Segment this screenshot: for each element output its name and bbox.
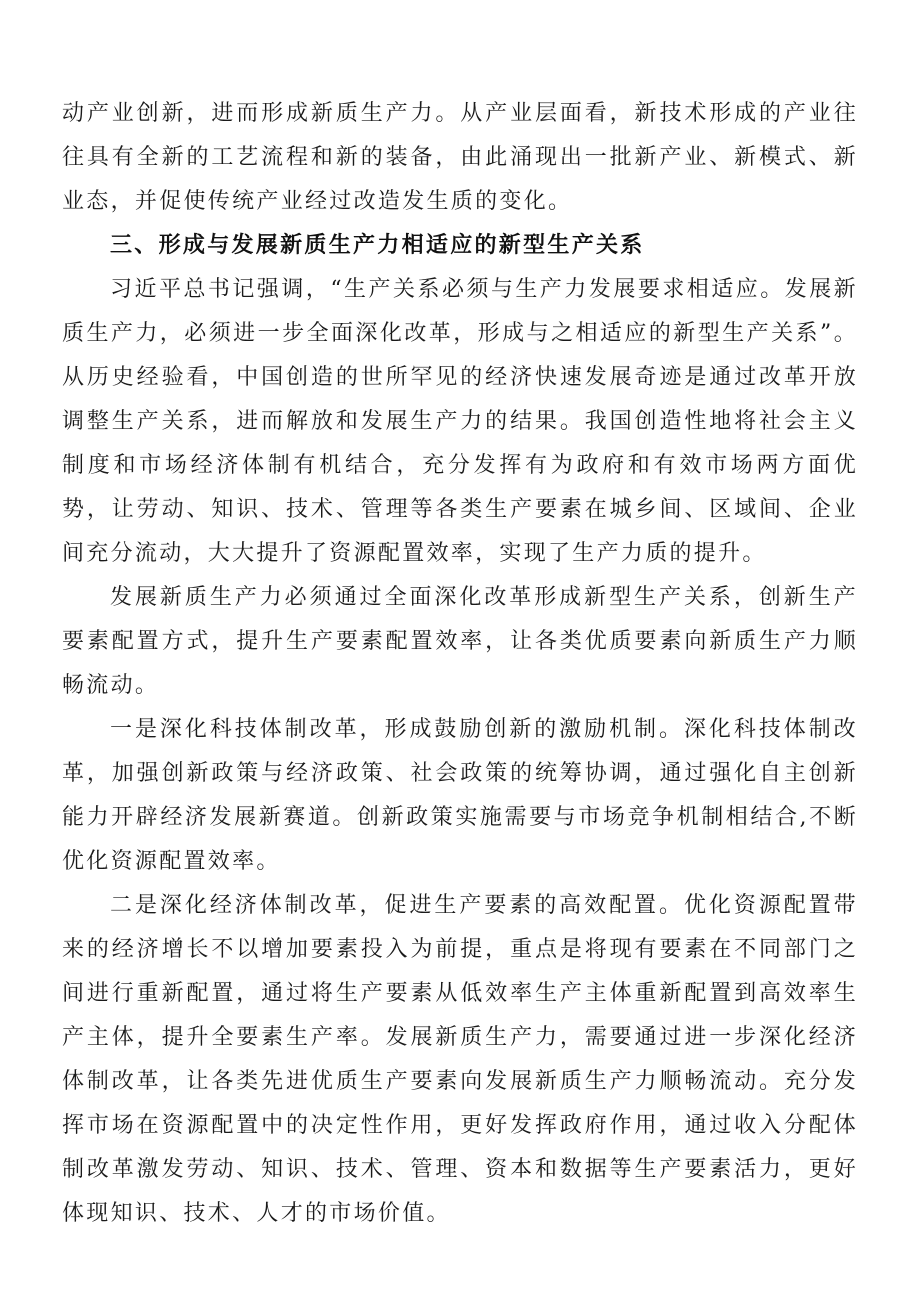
section-heading: 三、形成与发展新质生产力相适应的新型生产关系 — [110, 233, 645, 258]
paragraph-point-one: 一是深化科技体制改革，形成鼓励创新的激励机制。深化科技体制改革，加强创新政策与经济政策、社会政策的统筹协调，通过强化自主创新能力开辟经济发展新赛道。创新政策实施需要与市场竞争机制相结合,不断优化资源配置效率。 — [62, 717, 858, 874]
paragraph-continuation: 动产业创新，进而形成新质生产力。从产业层面看，新技术形成的产业往往具有全新的工艺流程和新的装备，由此涌现出一批新产业、新模式、新业态，并促使传统产业经过改造发生质的变化。 — [62, 101, 858, 214]
document-body — [62, 92, 858, 1236]
paragraph-quote-history: 习近平总书记强调，“生产关系必须与生产力发展要求相适应。发展新质生产力，必须进一步全面深化改革，形成与之相适应的新型生产关系”。从历史经验看，中国创造的世所罕见的经济快速发展奇迹是通过改革开放调整生产关系，进而解放和发展生产力的结果。我国创造性地将社会主义制度和市场经济体制有机结合，充分发挥有为政府和有效市场两方面优势，让劳动、知识、技术、管理等各类生产要素在城乡间、区域间、企业间充分流动，大大提升了资源配置效率，实现了生产力质的提升。 — [62, 277, 858, 566]
paragraph-reform-summary: 发展新质生产力必须通过全面深化改革形成新型生产关系，创新生产要素配置方式，提升生产要素配置效率，让各类优质要素向新质生产力顺畅流动。 — [62, 585, 858, 698]
paragraph-point-two: 二是深化经济体制改革，促进生产要素的高效配置。优化资源配置带来的经济增长不以增加要素投入为前提，重点是将现有要素在不同部门之间进行重新配置，通过将生产要素从低效率生产主体重新配置到高效率生产主体，提升全要素生产率。发展新质生产力，需要通过进一步深化经济体制改革，让各类先进优质生产要素向发展新质生产力顺畅流动。充分发挥市场在资源配置中的决定性作用，更好发挥政府作用，通过收入分配体制改革激发劳动、知识、技术、管理、资本和数据等生产要素活力，更好体现知识、技术、人才的市场价值。 — [62, 893, 858, 1226]
